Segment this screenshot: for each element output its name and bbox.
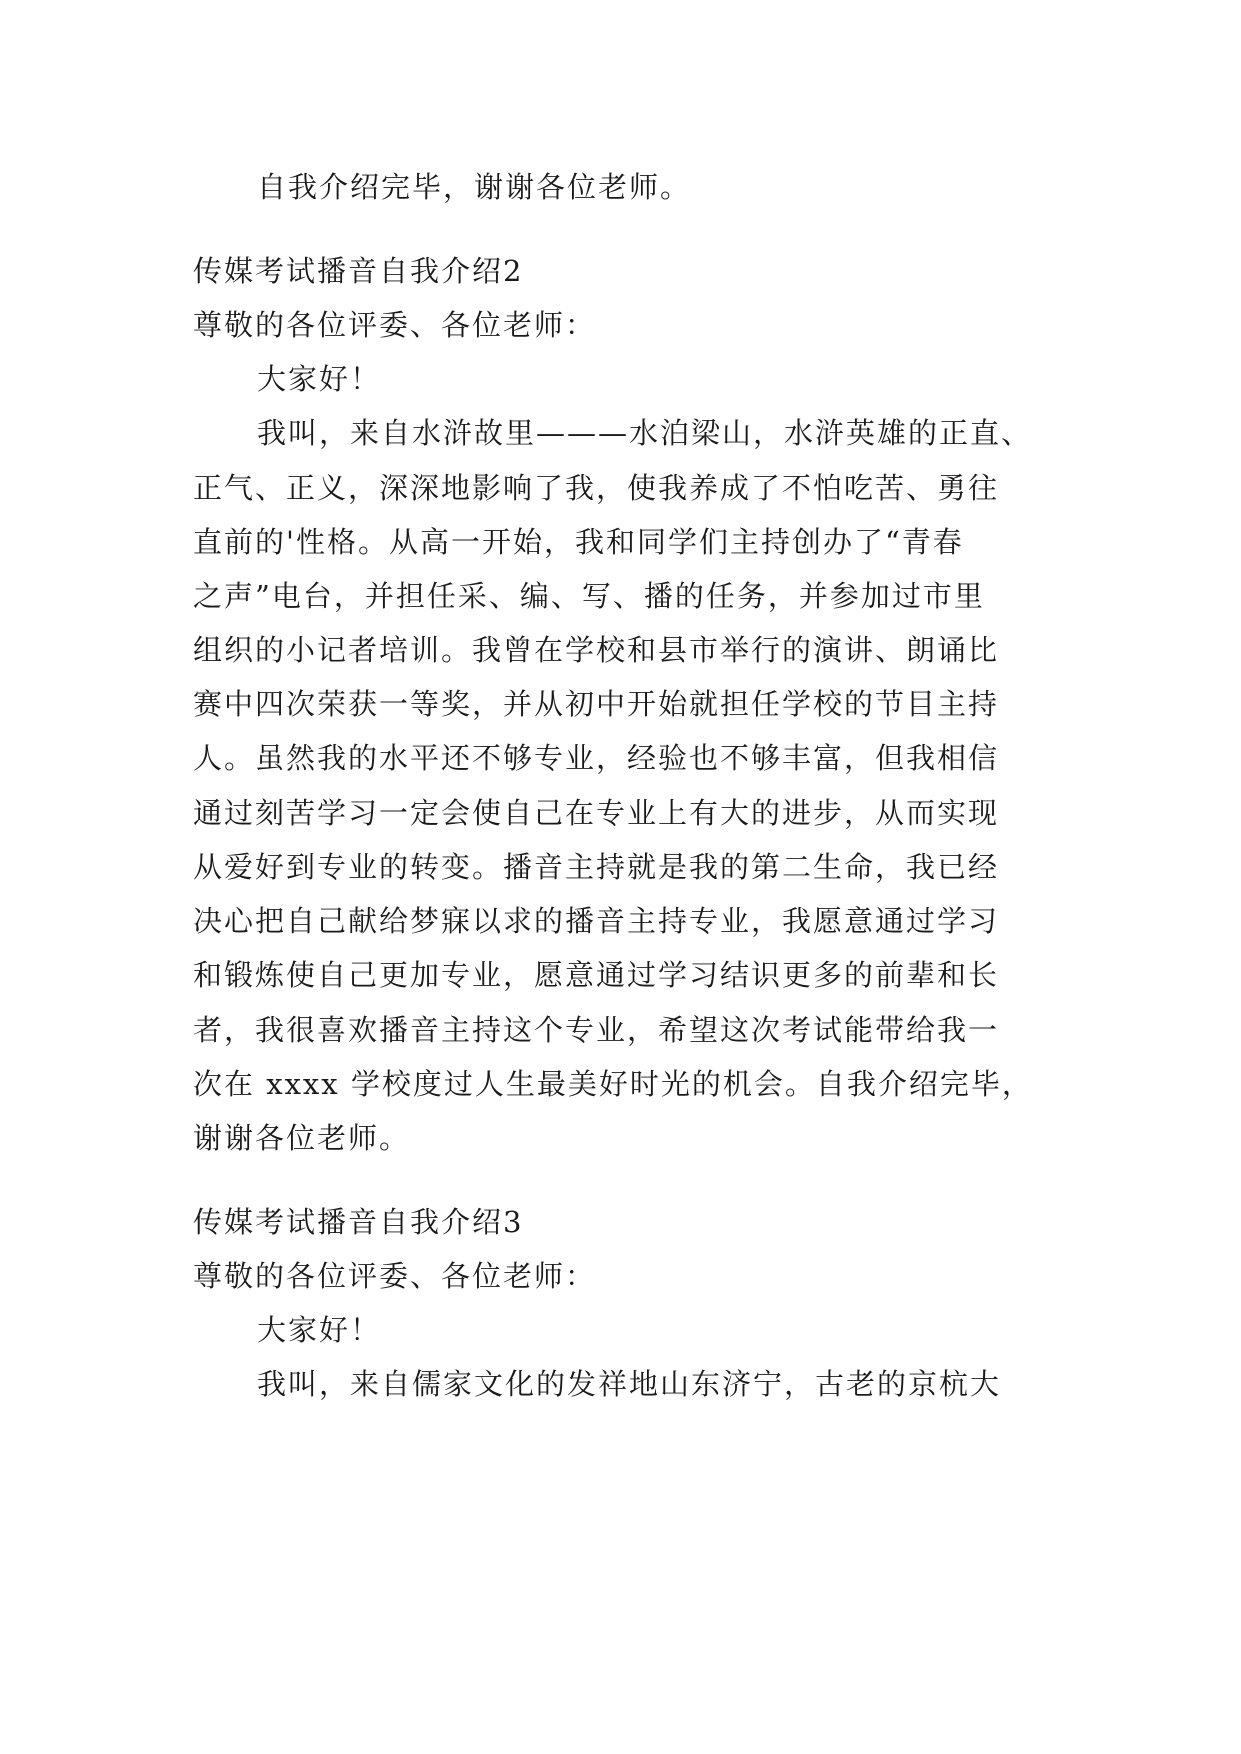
section2-greeting: 大家好！ [257,362,382,396]
section2-paragraph-line: 之声”电台，并担任采、编、写、播的任务，并参加过市里 [193,579,985,613]
section3-greeting: 大家好！ [257,1313,382,1347]
section3-paragraph-line: 我叫，来自儒家文化的发祥地山东济宁，古老的京杭大 [257,1367,1002,1401]
section2-paragraph-line: 通过刻苦学习一定会使自己在专业上有大的进步，从而实现 [193,796,1000,830]
section2-paragraph-line: 人。虽然我的水平还不够专业，经验也不够丰富，但我相信 [193,741,1000,775]
section3-salutation: 尊敬的各位评委、各位老师： [193,1259,597,1293]
section2-paragraph-line: 直前的'性格。从高一开始，我和同学们主持创办了“青春 [193,525,964,559]
section2-paragraph-line: 者，我很喜欢播音主持这个专业，希望这次考试能带给我一 [193,1013,1000,1047]
section1-closing: 自我介绍完毕，谢谢各位老师。 [257,170,692,204]
section2-paragraph-line: 组织的小记者培训。我曾在学校和县市举行的演讲、朗诵比 [193,633,1000,667]
section2-title: 传媒考试播音自我介绍2 [193,254,524,288]
section2-paragraph-line: 谢谢各位老师。 [193,1121,411,1155]
section2-paragraph-line: 我叫，来自水浒故里———水泊梁山，水浒英雄的正直、 [257,416,1033,450]
section2-paragraph-line: 赛中四次荣获一等奖，并从初中开始就担任学校的节目主持 [193,687,1000,721]
section3-title: 传媒考试播音自我介绍3 [193,1205,524,1239]
section2-paragraph-line: 和锻炼使自己更加专业，愿意通过学习结识更多的前辈和长 [193,958,1000,992]
section2-salutation: 尊敬的各位评委、各位老师： [193,308,597,342]
section2-paragraph-line: 决心把自己献给梦寐以求的播音主持专业，我愿意通过学习 [193,904,1000,938]
section2-paragraph-line: 从爱好到专业的转变。播音主持就是我的第二生命，我已经 [193,850,1000,884]
section2-paragraph-line: 正气、正义，深深地影响了我，使我养成了不怕吃苦、勇往 [193,471,1000,505]
section2-paragraph-line: 次在 xxxx 学校度过人生最美好时光的机会。自我介绍完毕， [193,1067,1033,1101]
